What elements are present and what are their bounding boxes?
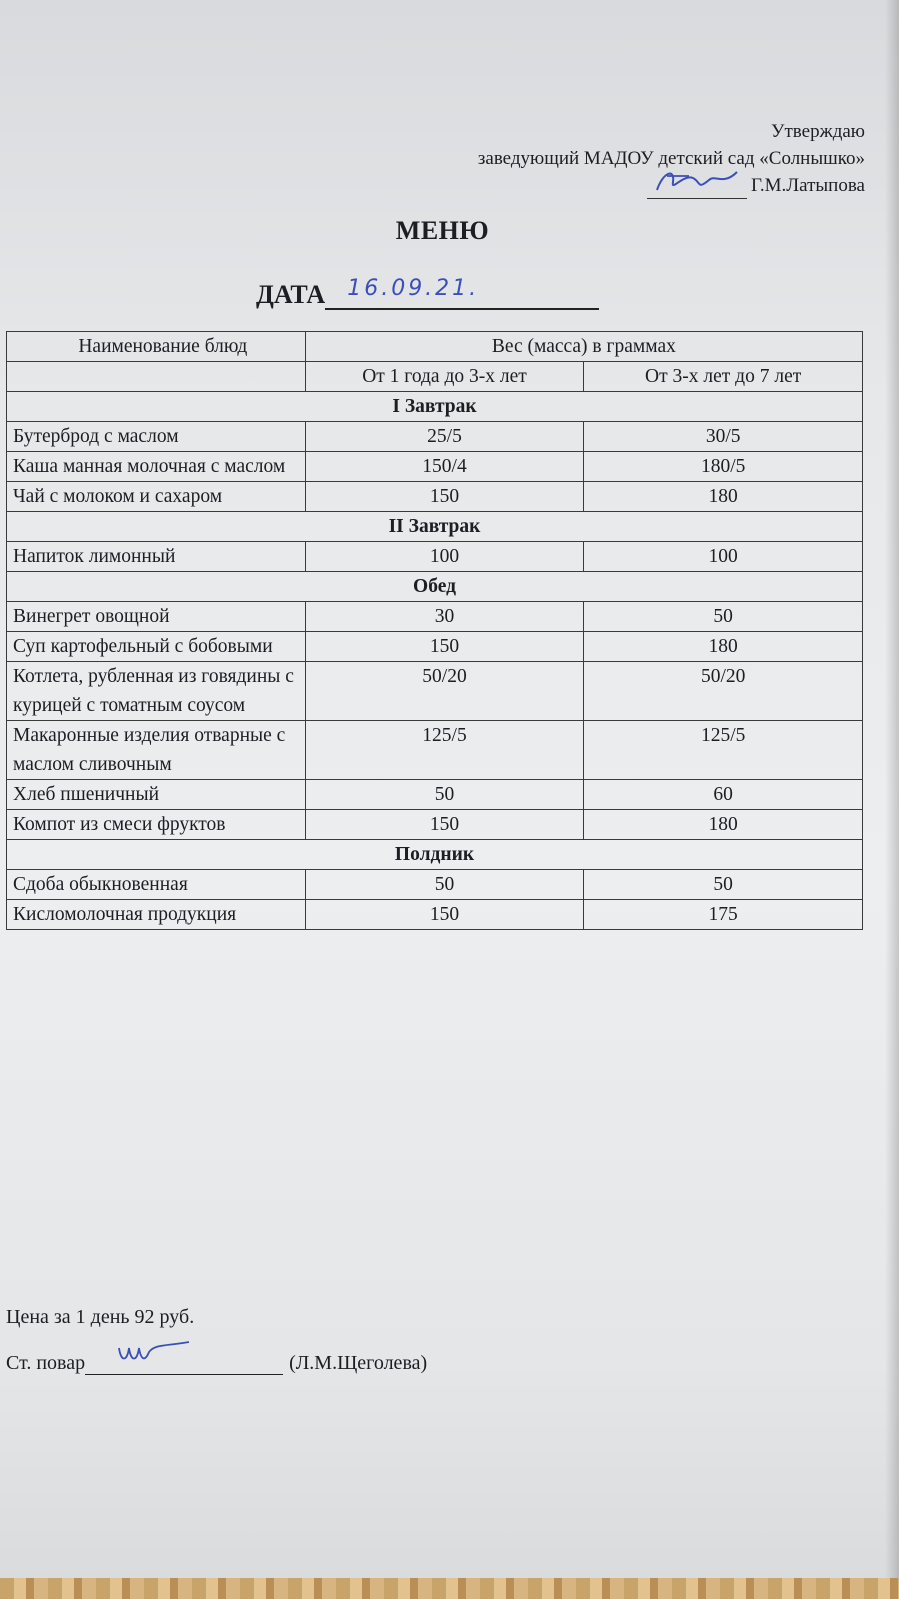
table-row (7, 662, 863, 721)
weight-age-3-7: 180 (584, 482, 863, 512)
weight-age-3-7: 125/5 (584, 721, 863, 780)
weight-age-3-7: 180 (584, 810, 863, 840)
weight-age-3-7: 50 (584, 602, 863, 632)
approval-position: заведующий МАДОУ детский сад «Солнышко» (477, 148, 865, 169)
date-label: ДАТА (256, 280, 326, 309)
director-signature (647, 178, 747, 199)
dish-name: Кисломолочная продукция (7, 900, 306, 930)
date-field (325, 276, 599, 310)
dish-name: Каша манная молочная с маслом (7, 452, 306, 482)
section-row (7, 572, 863, 602)
table-row (7, 482, 863, 512)
weight-age-3-7: 50/20 (584, 662, 863, 721)
date-line (256, 276, 599, 310)
section-title: II Завтрак (7, 512, 863, 542)
section-row (7, 840, 863, 870)
table-row (7, 452, 863, 482)
header-age-3-7: От 3-х лет до 7 лет (584, 362, 863, 392)
section-row (7, 392, 863, 422)
dish-name: Чай с молоком и сахаром (7, 482, 306, 512)
weight-age-1-3: 150 (305, 632, 584, 662)
dish-name: Напиток лимонный (7, 542, 306, 572)
table-row (7, 870, 863, 900)
table-row (7, 542, 863, 572)
weight-age-1-3: 50/20 (305, 662, 584, 721)
weight-age-3-7: 180/5 (584, 452, 863, 482)
dish-name: Котлета, рубленная из говядины с курицей с томатным соусом (7, 662, 306, 721)
section-title: Обед (7, 572, 863, 602)
weight-age-1-3: 50 (305, 780, 584, 810)
floor-background (0, 1578, 899, 1599)
weight-age-1-3: 25/5 (305, 422, 584, 452)
weight-age-1-3: 100 (305, 542, 584, 572)
table-subheader-row (7, 362, 863, 392)
header-age-1-3: От 1 года до 3-х лет (305, 362, 584, 392)
section-row (7, 512, 863, 542)
section-title: Полдник (7, 840, 863, 870)
approval-heading: Утверждаю (771, 121, 865, 142)
dish-name: Винегрет овощной (7, 602, 306, 632)
table-row (7, 810, 863, 840)
weight-age-3-7: 30/5 (584, 422, 863, 452)
page-edge-shadow (885, 0, 899, 1599)
dish-name: Компот из смеси фруктов (7, 810, 306, 840)
weight-age-3-7: 50 (584, 870, 863, 900)
director-name: Г.М.Латыпова (751, 175, 865, 196)
table-row (7, 632, 863, 662)
weight-age-3-7: 180 (584, 632, 863, 662)
header-dish-name: Наименование блюд (7, 332, 306, 362)
weight-age-3-7: 100 (584, 542, 863, 572)
approval-block (478, 118, 865, 199)
table-row (7, 780, 863, 810)
weight-age-1-3: 50 (305, 870, 584, 900)
weight-age-1-3: 150 (305, 810, 584, 840)
weight-age-3-7: 60 (584, 780, 863, 810)
dish-name: Бутерброд с маслом (7, 422, 306, 452)
date-value: 16.09.21. (347, 276, 480, 301)
cook-signature-line (6, 1352, 427, 1375)
weight-age-1-3: 150/4 (305, 452, 584, 482)
dish-name: Хлеб пшеничный (7, 780, 306, 810)
dish-name: Макаронные изделия отварные с маслом сливочным (7, 721, 306, 780)
cook-signature (85, 1352, 283, 1375)
cook-label: Ст. повар (6, 1352, 86, 1374)
weight-age-1-3: 30 (305, 602, 584, 632)
weight-age-3-7: 175 (584, 900, 863, 930)
menu-table (6, 331, 863, 930)
table-row (7, 422, 863, 452)
table-header-row (7, 332, 863, 362)
weight-age-1-3: 150 (305, 482, 584, 512)
weight-age-1-3: 125/5 (305, 721, 584, 780)
page-title: МЕНЮ (395, 216, 490, 245)
weight-age-1-3: 150 (305, 900, 584, 930)
header-weight: Вес (масса) в граммах (305, 332, 862, 362)
approval-signature-line (478, 172, 865, 199)
section-title: I Завтрак (7, 392, 863, 422)
table-row (7, 900, 863, 930)
table-row (7, 721, 863, 780)
dish-name: Сдоба обыкновенная (7, 870, 306, 900)
dish-name: Суп картофельный с бобовыми (7, 632, 306, 662)
table-row (7, 602, 863, 632)
daily-price: Цена за 1 день 92 руб. (6, 1306, 195, 1328)
cook-name: (Л.М.Щеголева) (289, 1352, 428, 1374)
